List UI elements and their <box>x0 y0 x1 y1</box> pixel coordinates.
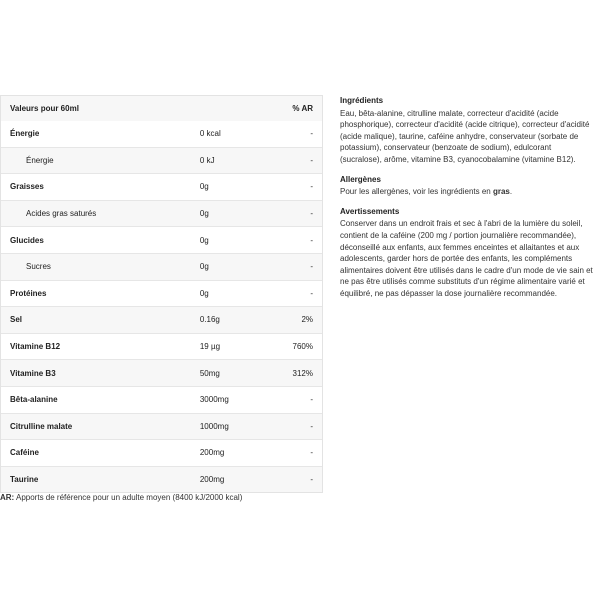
row-value: 0 kcal <box>199 129 221 139</box>
table-row <box>1 466 322 493</box>
table-row <box>1 173 322 200</box>
table-row <box>1 200 322 227</box>
row-name: Énergie <box>10 129 40 139</box>
table-row <box>1 386 322 413</box>
ingredients-text: Eau, bêta-alanine, citrulline malate, correcteur d'acidité (acide phosphorique), correcteur d'acidité (acide citrique), correcteur d'acidité (acide malique), taurine, caféine anhydre, conservateur (sorbate de potassium), conservateur (benzoate de sodium), edulcorant (sucralose), arôme, vitamine B3, cyanocobalamine (vitamine B12). <box>340 108 590 164</box>
row-name: Protéines <box>10 288 47 298</box>
table-row <box>1 121 322 147</box>
row-value: 0.16g <box>199 315 220 325</box>
row-ar: - <box>310 235 313 245</box>
table-row <box>1 359 322 386</box>
row-value: 19 µg <box>199 342 221 352</box>
table-row <box>1 280 322 307</box>
table-row <box>1 226 322 253</box>
row-ar: - <box>310 262 313 272</box>
row-ar: - <box>310 129 313 139</box>
row-name: Taurine <box>10 475 39 485</box>
warnings-title: Avertissements <box>340 206 400 216</box>
row-value: 200mg <box>199 448 225 458</box>
row-name: Vitamine B12 <box>10 342 61 352</box>
allergens-bold: gras <box>492 187 510 197</box>
row-value: 0g <box>199 262 209 272</box>
row-ar: - <box>310 421 313 431</box>
row-ar: - <box>310 475 313 485</box>
row-value: 0g <box>199 209 209 219</box>
row-name: Sel <box>10 315 23 325</box>
row-value: 3000mg <box>199 395 229 405</box>
row-value: 0g <box>199 288 209 298</box>
row-name: Bêta-alanine <box>10 395 58 405</box>
row-value: 0 kJ <box>199 155 215 165</box>
allergens-title: Allergènes <box>340 174 381 184</box>
nutrition-table <box>0 95 323 493</box>
row-name: Graisses <box>10 182 44 192</box>
info-panel <box>340 95 595 308</box>
table-row <box>1 439 322 466</box>
row-name: Caféine <box>10 448 39 458</box>
table-row <box>1 306 322 333</box>
row-name: Acides gras saturés <box>26 209 97 219</box>
row-ar: - <box>310 182 313 192</box>
header-ar: % AR <box>292 104 313 113</box>
row-value: 200mg <box>199 475 225 485</box>
row-ar: 312% <box>292 368 313 378</box>
row-value: 50mg <box>199 368 220 378</box>
row-ar: - <box>310 448 313 458</box>
row-name: Glucides <box>10 235 44 245</box>
row-ar: - <box>310 209 313 219</box>
header-name: Valeurs pour 60ml <box>10 104 79 113</box>
row-name: Sucres <box>26 262 51 272</box>
row-ar: - <box>310 395 313 405</box>
table-row <box>1 147 322 174</box>
footnote-text: Apports de référence pour un adulte moyen (8400 kJ/2000 kcal) <box>14 493 243 502</box>
row-name: Énergie <box>26 155 54 165</box>
table-row <box>1 253 322 280</box>
row-ar: 2% <box>301 315 313 325</box>
warnings-text: Conserver dans un endroit frais et sec à l'abri de la lumière du soleil, contient de la caféine (200 mg / portion journalière recommandée), déconseillé aux enfants, aux femmes enceintes et allaitantes et aux adolescents, garder hors de portée des enfants, les compléments alimentaires doivent être utilisés dans le cadre d'un mode de vie sain et ne pas être utilisés comme substituts d'un régime alimentaire varié et équilibré, ne pas dépasser la dose journalière recommandée. <box>340 219 593 298</box>
row-value: 0g <box>199 182 209 192</box>
footnote <box>0 493 242 502</box>
table-row <box>1 413 322 440</box>
row-value: 1000mg <box>199 421 229 431</box>
allergens-text-after: . <box>509 187 513 197</box>
allergens-text <box>340 186 595 198</box>
row-ar: 760% <box>292 342 313 352</box>
table-header <box>1 96 322 121</box>
ingredients-title: Ingrédients <box>340 96 384 105</box>
row-name: Vitamine B3 <box>10 368 56 378</box>
row-name: Citrulline malate <box>10 421 73 431</box>
row-ar: - <box>310 288 313 298</box>
allergens-text-before: Pour les allergènes, voir les ingrédients en <box>340 187 493 197</box>
footnote-label: AR: <box>0 493 15 502</box>
table-row <box>1 333 322 360</box>
row-ar: - <box>310 155 313 165</box>
row-value: 0g <box>199 235 209 245</box>
